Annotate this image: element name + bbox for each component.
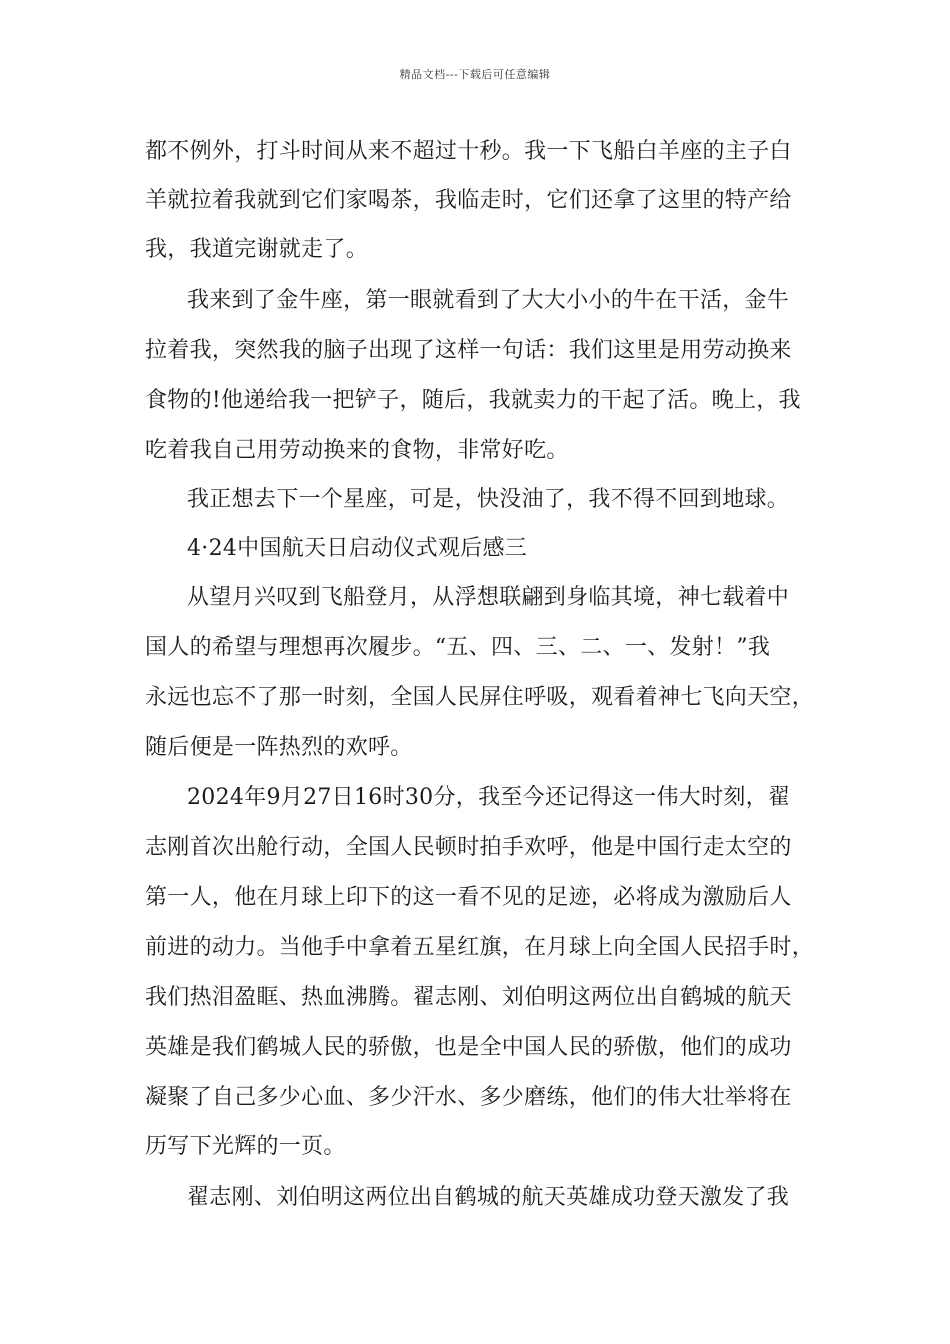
section-heading: 4·24中国航天日启动仪式观后感三 bbox=[187, 536, 528, 561]
text-line: 都不例外，打斗时间从来不超过十秒。我一下飞船白羊座的主子白 bbox=[145, 139, 792, 164]
text-line: 吃着我自己用劳动换来的食物，非常好吃。 bbox=[145, 438, 569, 463]
text-line: 我们热泪盈眶、热血沸腾。翟志刚、刘伯明这两位出自鹤城的航天 bbox=[145, 985, 792, 1010]
text-line: 志刚首次出舱行动，全国人民顿时拍手欢呼，他是中国行走太空的 bbox=[145, 835, 792, 860]
text-line: 拉着我，突然我的脑子出现了这样一句话：我们这里是用劳动换来 bbox=[145, 338, 792, 363]
text-line: 英雄是我们鹤城人民的骄傲，也是全中国人民的骄傲，他们的成功 bbox=[145, 1035, 792, 1060]
text-line: 羊就拉着我就到它们家喝茶，我临走时，它们还拿了这里的特产给 bbox=[145, 188, 792, 213]
text-line: 国人的希望与理想再次履步。“五、四、三、二、一、发射！”我 bbox=[145, 635, 771, 660]
text-line: 随后便是一阵热烈的欢呼。 bbox=[145, 735, 413, 760]
text-line: 从望月兴叹到飞船登月，从浮想联翩到身临其境，神七载着中 bbox=[187, 585, 790, 610]
text-line: 翟志刚、刘伯明这两位出自鹤城的航天英雄成功登天激发了我 bbox=[187, 1185, 790, 1210]
page-header: 精品文档---下载后可任意编辑 bbox=[399, 68, 551, 81]
text-line: 历写下光辉的一页。 bbox=[145, 1134, 346, 1159]
text-line: 我来到了金牛座，第一眼就看到了大大小小的牛在干活，金牛 bbox=[187, 288, 790, 313]
text-line: 我，我道完谢就走了。 bbox=[145, 237, 369, 262]
text-line: 第一人，他在月球上印下的这一看不见的足迹，必将成为激励后人 bbox=[145, 885, 792, 910]
text-line: 前进的动力。当他手中拿着五星红旗，在月球上向全国人民招手时， bbox=[145, 935, 815, 960]
text-line: 凝聚了自己多少心血、多少汗水、多少磨练，他们的伟大壮举将在 bbox=[145, 1085, 792, 1110]
text-line: 我正想去下一个星座，可是，快没油了，我不得不回到地球。 bbox=[187, 487, 790, 512]
text-line: 食物的!他递给我一把铲子，随后，我就卖力的干起了活。晚上，我 bbox=[145, 388, 801, 413]
text-line: 永远也忘不了那一时刻，全国人民屏住呼吸，观看着神七飞向天空， bbox=[145, 685, 815, 710]
text-line: 2024年9月27日16时30分，我至今还记得这一伟大时刻，翟 bbox=[187, 785, 791, 810]
